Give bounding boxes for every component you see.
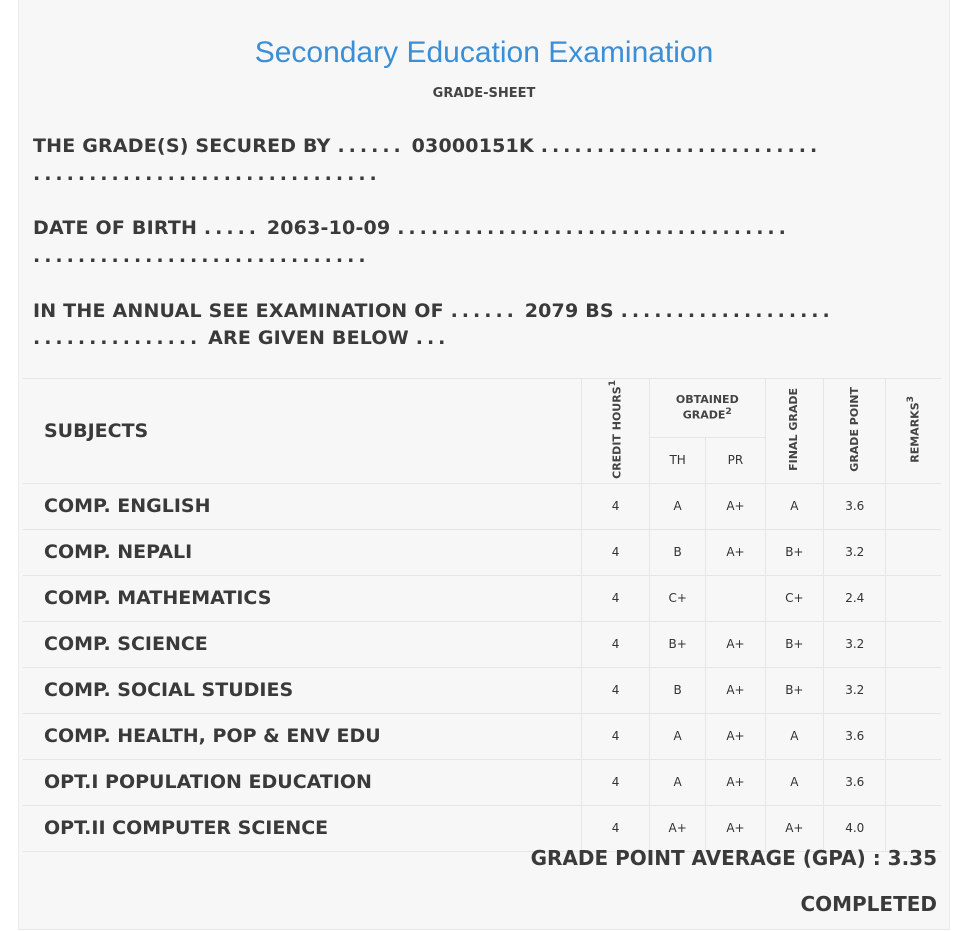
- pr-grade-cell: A+: [706, 529, 765, 575]
- credit-cell: 4: [582, 713, 650, 759]
- sheet-subtitle: GRADE-SHEET: [432, 86, 536, 101]
- grade-point-cell: 3.6: [824, 713, 886, 759]
- subject-cell: COMP. SOCIAL STUDIES: [23, 667, 582, 713]
- subject-cell: COMP. MATHEMATICS: [23, 575, 582, 621]
- header-remarks: REMARKS$^3$: [886, 379, 941, 484]
- pr-grade-cell: A+: [706, 667, 765, 713]
- remarks-cell: [886, 759, 941, 805]
- credit-cell: 4: [582, 667, 650, 713]
- credit-cell: 4: [582, 575, 650, 621]
- dob-label: DATE OF BIRTH: [33, 217, 198, 239]
- pr-grade-cell: A+: [706, 759, 765, 805]
- table-row: [23, 667, 941, 713]
- remarks-cell: [886, 667, 941, 713]
- pr-grade-cell: A+: [706, 805, 765, 851]
- remarks-cell: [886, 805, 941, 851]
- table-row: [23, 529, 941, 575]
- header-subjects: SUBJECTS: [23, 379, 582, 484]
- header-credit-hours: CREDIT HOURS$^1$: [582, 379, 650, 484]
- gpa-summary: GRADE POINT AVERAGE (GPA) : 3.35: [530, 846, 937, 870]
- exam-line: IN THE ANNUAL SEE EXAMINATION OF ...... 2079 BS ...................: [33, 300, 834, 322]
- pr-grade-cell: A+: [706, 483, 765, 529]
- subject-cell: COMP. SCIENCE: [23, 621, 582, 667]
- credit-cell: 4: [582, 759, 650, 805]
- credit-cell: 4: [582, 483, 650, 529]
- remarks-cell: [886, 575, 941, 621]
- subject-cell: OPT.II COMPUTER SCIENCE: [23, 805, 582, 851]
- dob-line: DATE OF BIRTH ..... 2063-10-09 ...................................: [33, 217, 790, 239]
- header-final-grade: FINAL GRADE: [765, 379, 824, 484]
- grade-point-cell: 3.2: [824, 621, 886, 667]
- secured-by-continuation: ...............................: [33, 163, 381, 185]
- exam-continuation: ............... ARE GIVEN BELOW ...: [33, 327, 450, 349]
- exam-year: 2079 BS: [524, 300, 614, 322]
- final-grade-cell: A: [765, 713, 824, 759]
- th-grade-cell: B+: [649, 621, 705, 667]
- subject-cell: OPT.I POPULATION EDUCATION: [23, 759, 582, 805]
- subject-cell: COMP. NEPALI: [23, 529, 582, 575]
- credit-cell: 4: [582, 805, 650, 851]
- th-grade-cell: B: [649, 529, 705, 575]
- th-grade-cell: A: [649, 713, 705, 759]
- final-grade-cell: C+: [765, 575, 824, 621]
- final-grade-cell: B+: [765, 621, 824, 667]
- final-grade-cell: A: [765, 483, 824, 529]
- grade-point-cell: 3.2: [824, 667, 886, 713]
- remarks-cell: [886, 621, 941, 667]
- symbol-number: 03000151K: [411, 135, 534, 157]
- dob-value: 2063-10-09: [266, 217, 391, 239]
- final-grade-cell: B+: [765, 667, 824, 713]
- th-grade-cell: A+: [649, 805, 705, 851]
- secured-by-label: THE GRADE(S) SECURED BY: [33, 135, 331, 157]
- secured-by-line: THE GRADE(S) SECURED BY ...... 03000151K .........................: [33, 135, 822, 157]
- remarks-cell: [886, 713, 941, 759]
- pr-grade-cell: A+: [706, 713, 765, 759]
- credit-cell: 4: [582, 529, 650, 575]
- exam-label: IN THE ANNUAL SEE EXAMINATION OF: [33, 300, 444, 322]
- th-grade-cell: C+: [649, 575, 705, 621]
- grades-table: [23, 378, 941, 852]
- final-grade-cell: B+: [765, 529, 824, 575]
- remarks-cell: [886, 483, 941, 529]
- grade-point-cell: 3.6: [824, 759, 886, 805]
- subject-cell: COMP. HEALTH, POP & ENV EDU: [23, 713, 582, 759]
- remarks-cell: [886, 529, 941, 575]
- table-row: [23, 759, 941, 805]
- header-obtained-grade: OBTAINED GRADE$^2$: [649, 379, 765, 438]
- pr-grade-cell: A+: [706, 621, 765, 667]
- grade-point-cell: 3.6: [824, 483, 886, 529]
- table-row: [23, 713, 941, 759]
- grade-sheet: [18, 0, 950, 930]
- header-grade-point: GRADE POINT: [824, 379, 886, 484]
- result-status: COMPLETED: [800, 892, 937, 916]
- grade-point-cell: 4.0: [824, 805, 886, 851]
- exam-suffix: ARE GIVEN BELOW: [208, 327, 409, 349]
- final-grade-cell: A: [765, 759, 824, 805]
- table-row: [23, 621, 941, 667]
- table-row: [23, 805, 941, 851]
- header-th: TH: [649, 437, 705, 483]
- credit-cell: 4: [582, 621, 650, 667]
- final-grade-cell: A+: [765, 805, 824, 851]
- th-grade-cell: A: [649, 483, 705, 529]
- table-row: [23, 483, 941, 529]
- subject-cell: COMP. ENGLISH: [23, 483, 582, 529]
- dob-continuation: ..............................: [33, 245, 370, 267]
- th-grade-cell: A: [649, 759, 705, 805]
- grade-point-cell: 2.4: [824, 575, 886, 621]
- grade-point-cell: 3.2: [824, 529, 886, 575]
- th-grade-cell: B: [649, 667, 705, 713]
- header-pr: PR: [706, 437, 765, 483]
- exam-title: Secondary Education Examination: [254, 36, 714, 69]
- pr-grade-cell: [706, 575, 765, 621]
- table-row: [23, 575, 941, 621]
